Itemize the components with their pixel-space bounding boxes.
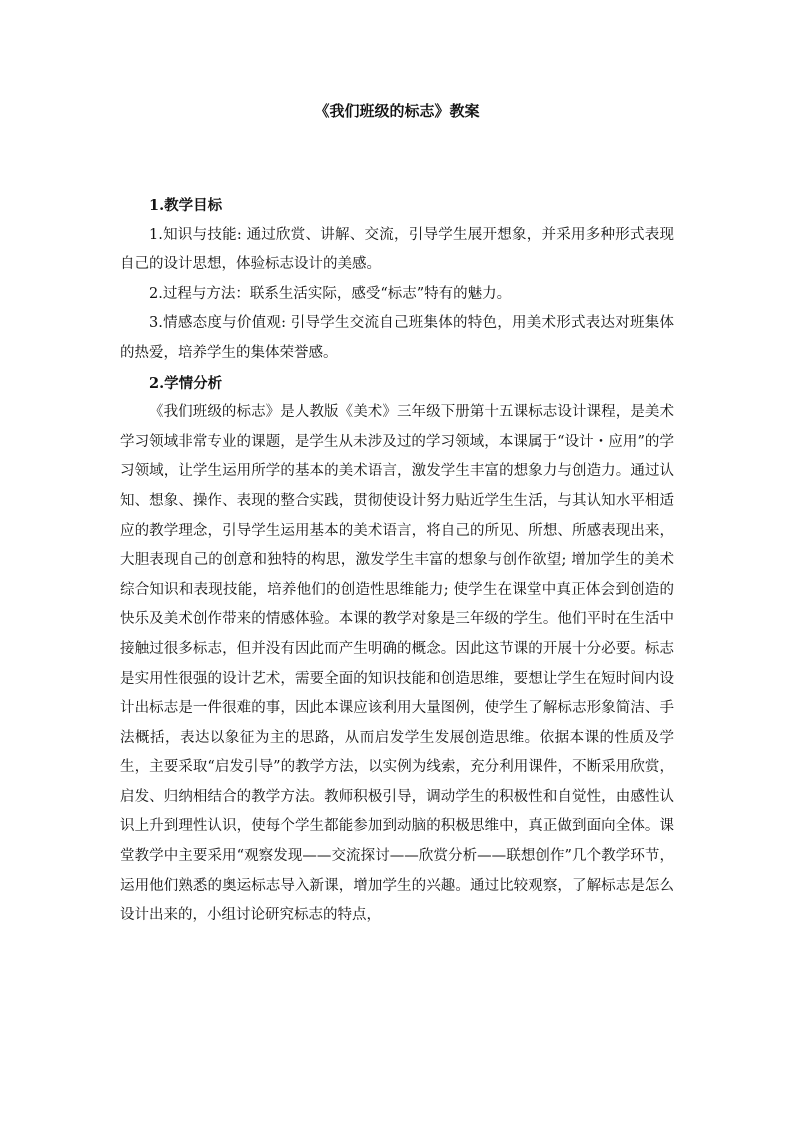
section-heading-objectives: 1.教学目标 <box>149 197 223 214</box>
document-body <box>120 191 674 931</box>
document-title: 《我们班级的标志》教案 <box>314 102 480 120</box>
objective-process-methods: 2.过程与方法：联系生活实际，感受“标志”特有的魅力。 <box>149 285 512 302</box>
objective-knowledge-skills: 1.知识与技能: 通过欣赏、讲解、交流，引导学生展开想象，并采用多种形式表现自己的设计思想，体验标志设计的美感。 <box>120 226 674 273</box>
analysis-paragraph: 《我们班级的标志》是人教版《美术》三年级下册第十五课标志设计课程，是美术学习领域非常专业的课题，是学生从未涉及过的学习领域，本课属于“设计・应用”的学习领域，让学生运用所学的基本的美术语言，激发学生丰富的想象力与创造力。通过认知、想象、操作、表现的整合实践，贯彻使设计努力贴近学生生活，与其认知水平相适应的教学理念，引导学生运用基本的美术语言，将自己的所见、所想、所感表现出来，大胆表现自己的创意和独特的构思，激发学生丰富的想象与创作欲望; 增加学生的美术综合知识和表现技能，培养他们的创造性思维能力; 使学生在课堂中真正体会到创造的快乐及美术创作带来的情感体验。本课的教学对象是三年级的学生。他们平时在生活中接触过很多标志，但并没有因此而产生明确的概念。因此这节课的开展十分必要。标志是实用性很强的设计艺术，需要全面的知识技能和创造思维，要想让学生在短时间内设计出标志是一件很难的事，因此本课应该利用大量图例，使学生了解标志形象简洁、手法概括，表达以象征为主的思路，从而启发学生发展创造思维。依据本课的性质及学生，主要采取“启发引导”的教学方法，以实例为线索，充分利用课件，不断采用欣赏，启发、归纳相结合的教学方法。教师积极引导，调动学生的积极性和自觉性，由感性认识上升到理性认识，使每个学生都能参加到动脑的积极思维中，真正做到面向全体。课堂教学中主要采用“观察发现——交流探讨——欣赏分析——联想创作”几个教学环节，运用他们熟悉的奥运标志导入新课，增加学生的兴趣。通过比较观察，了解标志是怎么设计出来的，小组讨论研究标志的特点， <box>120 404 674 924</box>
objective-attitude-values: 3.情感态度与价值观: 引导学生交流自己班集体的特色，用美术形式表达对班集体的热爱，培养学生的集体荣誉感。 <box>120 315 674 361</box>
section-heading-analysis: 2.学情分析 <box>149 374 223 392</box>
